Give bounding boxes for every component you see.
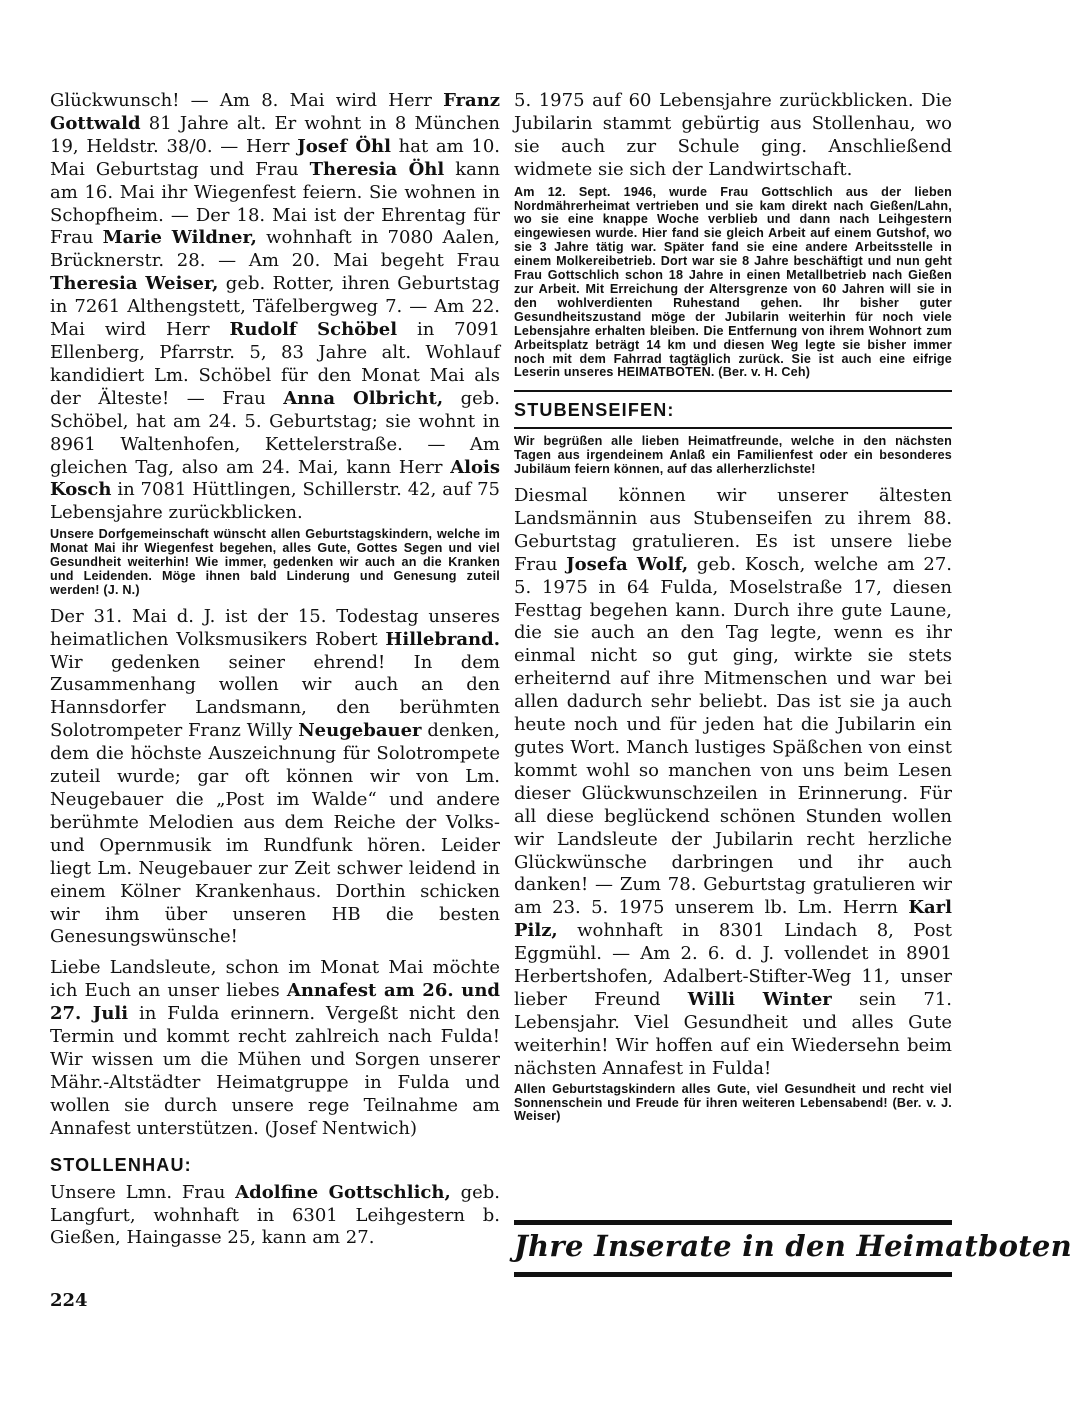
annafest-paragraph: Liebe Landsleute, schon im Monat Mai möchte ich Euch an unser liebes Annafest am 26. und 27. Juli in Fulda erinnern. Vergeßt nicht den Termin und kommt recht zahlreich nach Fulda! Wir wissen um die Mühen und Sorgen unserer Mähr.-Altstädter Heimatgruppe in Fulda und wollen sie durch unsere rege Teilnahme am Annafest unterstützen. (Josef Nentwich): [50, 957, 501, 1139]
page-number: 224: [50, 1290, 88, 1311]
banner-bar-bottom: [514, 1272, 952, 1277]
memorial-paragraph: Der 31. Mai d. J. ist der 15. Todestag unseres heimatlichen Volksmusikers Robert Hillebrand. Wir gedenken seiner ehrend! In dem Zusammenhang wollen wir auch an den Hannsdorfer Landsmann, den berühmten Solotrompeter Franz Willy Neugebauer denken, dem die höchste Auszeichnung für Solotrompete zuteil wurde; gar oft können wir von Lm. Neugebauer die „Post im Walde“ und andere berühmte Melodien aus dem Reiche der Volks- und Opernmusik im Rundfunk hören. Leider liegt Lm. Neugebauer zur Zeit schwer leidend in einem Kölner Krankenhaus. Dorthin schicken wir ihm über unseren HB die besten Genesungswünsche!: [50, 605, 500, 948]
person-name: Alois Kosch: [50, 456, 500, 501]
advertisement-banner: [514, 1220, 1072, 1278]
stubenseifen-birthdays-paragraph: Diesmal können wir unserer ältesten Landsmännin aus Stubenseifen zu ihrem 88. Geburtstag gratulieren. Es ist unsere liebe Frau Josefa Wolf, geb. Kosch, welche am 27. 5. 1975 in 64 Fulda, Moselstraße 17, diesen Festtag begehen kann. Durch ihre gute Laune, die sie auch an den Tag legte, wenn es ihr einmal nicht so gut ging, wirkte sie stets erheiternd auf ihre Mitmenschen und war bei allen dadurch sehr beliebt. Das ist sie ja auch heute noch und für jeden hat die Jubilarin ein gutes Wort. Manch lustiges Späßchen von einst kommt wohl so manchen von uns beim Lesen dieser Glückwunschzeilen in Erinnerung. Für all diese beglückend schönen Stunden wollen wir Landsleute der Jubilarin recht herzliche Glückwünsche darbringen und ihr auch danken! — Zum 78. Geburtstag gratulieren wir am 23. 5. 1975 unserem lb. Lm. Herrn Karl Pilz, wohnhaft in 8301 Lindach 8, Post Eggmühl. — Am 2. 6. d. J. vollendet in 8901 Herbertshofen, Adalbert-Stifter-Weg 11, unser lieber Freund Willi Winter sein 71. Lebensjahr. Viel Gesundheit und alles Gute weiterhin! Wir hoffen auf ein Wiedersehn beim nächsten Annafest in Fulda!: [514, 485, 953, 1079]
section-divider: [514, 390, 952, 392]
right-column: [514, 90, 952, 1124]
person-name: Josef Öhl: [297, 135, 391, 157]
person-name: Marie Wildner,: [102, 227, 257, 249]
person-name: Josefa Wolf,: [566, 553, 689, 575]
left-column: [50, 90, 500, 1250]
birthday-announcements-paragraph: Glückwunsch! — Am 8. Mai wird Herr Franz Gottwald 81 Jahre alt. Er wohnt in 8 München 19, Heldstr. 38/0. — Herr Josef Öhl hat am 10. Mai Geburtstag und Frau Theresia Öhl kann am 16. Mai ihr Wiegenfest feiern. Sie wohnen in Schopfheim. — Der 18. Mai ist der Ehrentag für Frau Marie Wildner, wohnhaft in 7080 Aalen, Brücknerstr. 28. — Am 20. Mai begeht Frau Theresia Weiser, geb. Rotter, ihren Geburtstag in 7261 Althengstett, Täfelbergweg 7. — Am 22. Mai wird Herr Rudolf Schöbel in 7091 Ellenberg, Pfarrstr. 5, 83 Jahre alt. Wohlauf kandidiert Lm. Schöbel für den Monat Mai als der Älteste! — Frau Anna Olbricht, geb. Schöbel, hat am 24. 5. Geburtstag; sie wohnt in 8961 Waltenhofen, Kettelerstraße. — Am gleichen Tag, also am 24. Mai, kann Herr Alois Kosch in 7081 Hüttlingen, Schillerstr. 42, auf 75 Lebensjahre zurückblicken.: [50, 90, 501, 524]
person-name: Franz Gottwald: [50, 90, 500, 134]
stubenseifen-greeting-paragraph: Wir begrüßen alle lieben Heimatfreunde, welche in den nächsten Tagen aus irgendeinem Anlaß ein Familienfest oder ein besonderes Jubiläum feiern können, auf das allerherzlichste!: [514, 434, 952, 477]
banner-bar-top: [514, 1220, 952, 1225]
section-divider: [514, 427, 952, 429]
person-name: Karl Pilz,: [514, 897, 952, 942]
person-name: Theresia Öhl: [309, 158, 445, 180]
person-name: Willi Winter: [687, 988, 832, 1010]
person-name: Hillebrand.: [385, 628, 500, 650]
person-name: Anna Olbricht,: [283, 387, 444, 409]
stollenhau-paragraph: Unsere Lmn. Frau Adolfine Gottschlich, geb. Langfurt, wohnhaft in 6301 Leihgestern b. Gießen, Haingasse 25, kann am 27.: [50, 1181, 501, 1249]
section-heading-stubenseifen: STUBENSEIFEN:: [514, 400, 675, 421]
person-name: Rudolf Schöbel: [229, 319, 398, 341]
advertisement-slogan: Jhre Inserate in den Heimatboten: [514, 1229, 1072, 1263]
person-name: Theresia Weiser,: [50, 273, 219, 295]
closing-wishes-paragraph: Allen Geburtstagskindern alles Gute, viel Gesundheit und recht viel Sonnenschein und Freude für ihren weiteren Lebensabend! (Ber. v. J. Weiser): [514, 1081, 952, 1124]
person-name: Neugebauer: [298, 720, 422, 742]
person-name: Adolfine Gottschlich,: [235, 1181, 451, 1203]
gottschlich-biography-paragraph: Am 12. Sept. 1946, wurde Frau Gottschlich aus der lieben Nordmährerheimat vertrieben und sie kam direkt nach Gießen/Lahn, wo sie eine knappe Woche verblieb und dann nach Leihgestern eingewiesen wurde. Hier fand sie gleich Arbeit auf einem Gutshof, wo sie 3 Jahre tätig war. Später fand sie eine andere Arbeitsstelle in einem Molkereibetrieb. Dort war sie 8 Jahre beschäftigt und nun geht Frau Gottschlich schon 18 Jahre in einen Metallbetrieb nach Gießen zur Arbeit. Mit Erreichung der Altersgrenze von 60 Jahren will sie in den wohlverdienten Ruhestand gehen. Ihr bisher guter Gesundheitszustand möge der Jubilarin weiterhin für noch viele Lebensjahre erhalten bleiben. Die Entfernung von ihrem Wohnort zum Arbeitsplatz beträgt 14 km und diesen Weg legte sie bisher immer noch mit dem Fahrrad tagtäglich zurück. Sie ist auch eine eifrige Leserin unseres HEIMATBOTEN. (Ber. v. H. Ceh): [514, 184, 952, 380]
section-heading-stollenhau: STOLLENHAU:: [50, 1154, 192, 1175]
stollenhau-continued-paragraph: 5. 1975 auf 60 Lebensjahre zurückblicken. Die Jubilarin stammt gebürtig aus Stollenhau, wo sie auch zur Schule ging. Anschließend widmete sie sich der Landwirtschaft.: [514, 90, 952, 180]
community-greeting-paragraph: Unsere Dorfgemeinschaft wünscht allen Geburtstagskindern, welche im Monat Mai ihr Wiegenfest begehen, alles Gute, Gottes Segen und viel Gesundheit weiterhin! Wie immer, gedenken wir auch an die Kranken und Leidenden. Möge ihnen bald Linderung und Genesung zuteil werden! (J. N.): [50, 527, 500, 597]
event-name: Annafest am 26. und 27. Juli: [50, 980, 501, 1025]
